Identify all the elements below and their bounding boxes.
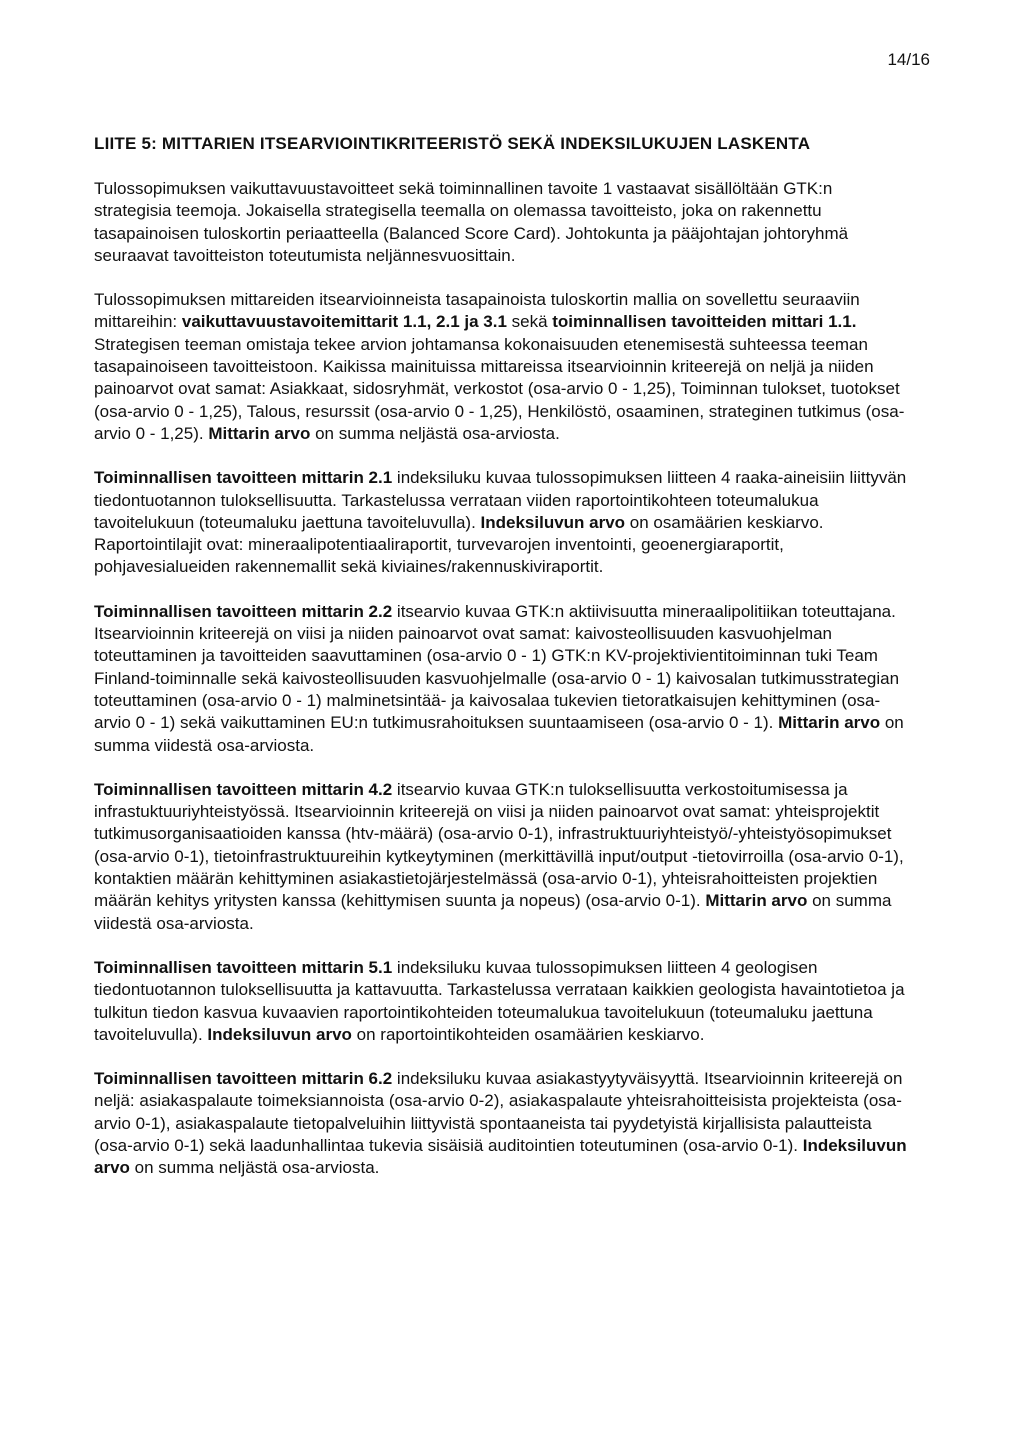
paragraph-text: indeksiluku kuvaa asiakastyytyväisyyttä. Itsearvioinnin kriteerejä on neljä: asiakaspalaute toimeksiannoista (osa-arvio 0-2), asiakaspalaute yhteisrahoitteisista projekteista (osa-arvio 0-1), asiakaspalaute tietopalveluihin liittyvistä spontaaneista tai pyydetyistä kirjallisista palautteista (osa-arvio 0-1) sekä laadunhallintaa tukevia sisäisiä auditointien toteutuminen (osa-arvio 0-1). [94, 1069, 903, 1155]
paragraph-intro [94, 178, 912, 267]
paragraph-text: sekä [506, 312, 553, 332]
emphasis-text: Indeksiluvun arvo [480, 512, 626, 532]
paragraph-text: indeksiluku kuvaa tulossopimuksen liitteen 4 raaka-aineisiin liittyvän tiedontuotannon tuloksellisuutta. Tarkastelussa verrataan viiden raportointikohteen toteumalukua tavoitelukuun (toteumaluku jaettuna tavoiteluvulla). [94, 468, 907, 532]
paragraph-metric-4-2 [94, 779, 912, 935]
paragraph-metric-6-2 [94, 1068, 912, 1179]
emphasis-text: Mittarin arvo [778, 713, 881, 733]
paragraph-metric-2-2 [94, 601, 912, 757]
paragraph-text: itsearvio kuvaa GTK:n tuloksellisuutta verkostoitumisessa ja infrastuktuuriyhteistyössä. Itsearvioinnin kriteerejä on viisi ja niiden painoarvot ovat samat: yhteisprojektit tutkimusorganisaatioiden kanssa (htv-määrä) (osa-arvio 0-1), infrastruktuuriyhteistyö/-yhteistyösopimukset (osa-arvio 0-1), tietoinfrastruktuureihin kytkeytyminen (merkittävillä input/output -tietovirroilla (osa-arvio 0-1), kontaktien määrän kehittyminen asiakastietojärjestelmässä (osa-arvio 0-1), yhteisrahoitteisten projektien määrän kehitys yritysten kanssa (kehittymisen suunta ja nopeus) (osa-arvio 0-1). [94, 779, 904, 911]
paragraph-text: on osamäärien keskiarvo. Raportointilajit ovat: mineraalipotentiaaliraportit, turvevarojen inventointi, geoenergiaraportit, pohjavesialueiden rakennemallit sekä kiviaines/rakennuskiviraportit. [94, 512, 824, 577]
page-title: LIITE 5: MITTARIEN ITSEARVIOINTIKRITEERISTÖ SEKÄ INDEKSILUKUJEN LASKENTA [94, 134, 811, 153]
page-number: 14/16 [887, 50, 930, 69]
paragraph-metric-2-1 [94, 467, 912, 578]
metric-title: Toiminnallisen tavoitteen mittarin 6.2 [94, 1069, 393, 1089]
metric-title: Toiminnallisen tavoitteen mittarin 2.2 [94, 601, 393, 621]
emphasis-text: toiminnallisen tavoitteiden mittari 1.1. [552, 312, 857, 332]
metric-title: Toiminnallisen tavoitteen mittarin 2.1 [94, 468, 393, 488]
paragraph-text: on summa viidestä osa-arviosta. [94, 891, 892, 933]
paragraph-text: on summa viidestä osa-arviosta. [94, 713, 904, 755]
metric-title: Toiminnallisen tavoitteen mittarin 5.1 [94, 957, 393, 977]
paragraph-text: Strategisen teeman omistaja tekee arvion johtamansa kokonaisuuden etenemisestä suhteessa teeman tasapainoiseen tavoitteistoon. Kaikissa mainituissa mittareissa itsearvioinnin kriteerejä on neljä ja niiden painoarvot ovat samat: Asiakkaat, sidosryhmät, verkostot (osa-arvio 0 - 1,25), Toiminnan tulokset, tuotokset (osa-arvio 0 - 1,25), Talous, resurssit (osa-arvio 0 - 1,25), Henkilöstö, osaaminen, strateginen tutkimus (osa-arvio 0 - 1,25). [94, 334, 905, 443]
emphasis-text: Indeksiluvun arvo [207, 1024, 352, 1044]
document-body [94, 134, 912, 1202]
emphasis-text: Mittarin arvo [208, 423, 311, 443]
paragraph-text: on summa neljästä osa-arviosta. [310, 423, 560, 443]
metric-title: Toiminnallisen tavoitteen mittarin 4.2 [94, 779, 393, 799]
paragraph-text: on raportointikohteiden osamäärien keskiarvo. [351, 1024, 705, 1044]
paragraph-self-assessment [94, 289, 912, 445]
paragraph-text: Tulossopimuksen mittareiden itsearvioinneista tasapainoista tuloskortin mallia on sovellettu seuraaviin mittareihin: [94, 290, 860, 332]
paragraph-text: Tulossopimuksen vaikuttavuustavoitteet sekä toiminnallinen tavoite 1 vastaavat sisällöltään GTK:n strategisia teemoja. Jokaisella strategisella teemalla on olemassa tavoitteisto, joka on rakennettu tasapainoisen tuloskortin periaatteella (Balanced Score Card). Johtokunta ja pääjohtajan johtoryhmä seuraavat tavoitteiston toteutumista neljännesvuosittain. [94, 179, 849, 265]
emphasis-text: vaikuttavuustavoitemittarit 1.1, 2.1 ja 3.1 [181, 312, 507, 332]
paragraph-metric-5-1 [94, 957, 912, 1046]
emphasis-text: Mittarin arvo [705, 891, 808, 911]
emphasis-text: Indeksiluvun arvo [94, 1135, 907, 1178]
paragraph-text: itsearvio kuvaa GTK:n aktiivisuutta mineraalipolitiikan toteuttajana. Itsearvioinnin kriteerejä on viisi ja niiden painoarvot ovat samat: kaivosteollisuuden kasvuohjelman toteuttaminen ja tavoitteiden saavuttaminen (osa-arvio 0 - 1) GTK:n KV-projektivientitoiminnan tuki Team Finland-toiminnalle sekä kaivosteollisuuden kasvuohjelmalle (osa-arvio 0 - 1) kaivosalan tutkimusstrategian toteuttaminen (osa-arvio 0 - 1) malminetsintää- ja kaivosalaa tukevien tietoratkaisujen kehittyminen (osa-arvio 0 - 1) sekä vaikuttaminen EU:n tutkimusrahoituksen suuntaamiseen (osa-arvio 0 - 1). [94, 601, 900, 733]
paragraph-text: indeksiluku kuvaa tulossopimuksen liitteen 4 geologisen tiedontuotannon tuloksellisuutta ja kattavuutta. Tarkastelussa verrataan kaikkien geologista havaintotietoa ja tulkitun tiedon kasvua kuvaavien raportointikohteiden toteumalukua tavoitelukuun (toteumaluku jaettuna tavoiteluvulla). [94, 957, 905, 1044]
paragraph-text: on summa neljästä osa-arviosta. [129, 1158, 380, 1178]
